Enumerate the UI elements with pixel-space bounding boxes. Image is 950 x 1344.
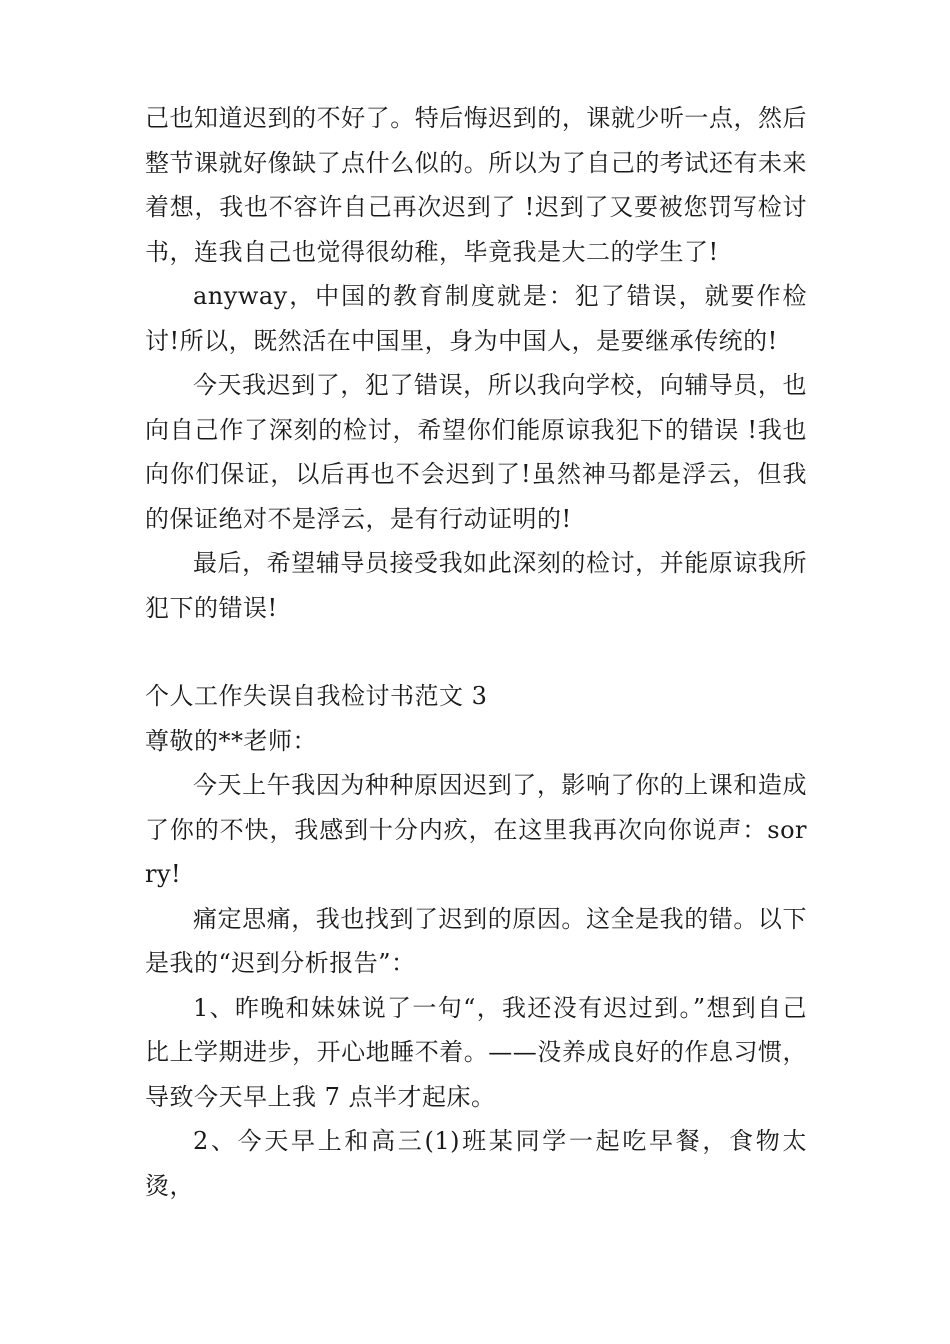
body-paragraph: 最后，希望辅导员接受我如此深刻的检讨，并能原谅我所犯下的错误!	[145, 549, 807, 622]
body-paragraph: 今天上午我因为种种原因迟到了，影响了你的上课和造成了你的不快，我感到十分内疚，在这里我再次向你说声：sorry!	[145, 771, 807, 888]
list-paragraph: 1、昨晚和妹妹说了一句“，我还没有迟过到。”想到自己比上学期进步，开心地睡不着。——没养成良好的作息习惯，导致今天早上我 7 点半才起床。	[145, 993, 807, 1111]
document-page	[145, 96, 807, 1208]
section-gap	[145, 630, 807, 674]
body-paragraph: anyway，中国的教育制度就是：犯了错误，就要作检讨!所以，既然活在中国里，身为中国人，是要继承传统的!	[145, 282, 807, 355]
body-paragraph-continued: 己也知道迟到的不好了。特后悔迟到的，课就少听一点，然后整节课就好像缺了点什么似的。所以为了自己的考试还有未来着想，我也不容许自己再次迟到了 !迟到了又要被您罚写检讨书，连我自己也觉得很幼稚，毕竟我是大二的学生了!	[145, 104, 807, 266]
body-paragraph: 痛定思痛，我也找到了迟到的原因。这全是我的错。以下是我的“迟到分析报告”：	[145, 904, 807, 977]
section-title: 个人工作失误自我检讨书范文 3	[145, 682, 488, 710]
salutation: 尊敬的**老师：	[145, 726, 317, 755]
list-paragraph: 2、今天早上和高三(1)班某同学一起吃早餐，食物太烫，	[145, 1127, 807, 1200]
body-paragraph: 今天我迟到了，犯了错误，所以我向学校，向辅导员，也向自己作了深刻的检讨，希望你们能原谅我犯下的错误 !我也向你们保证，以后再也不会迟到了!虽然神马都是浮云，但我的保证绝对不是浮云，是有行动证明的!	[145, 371, 807, 533]
